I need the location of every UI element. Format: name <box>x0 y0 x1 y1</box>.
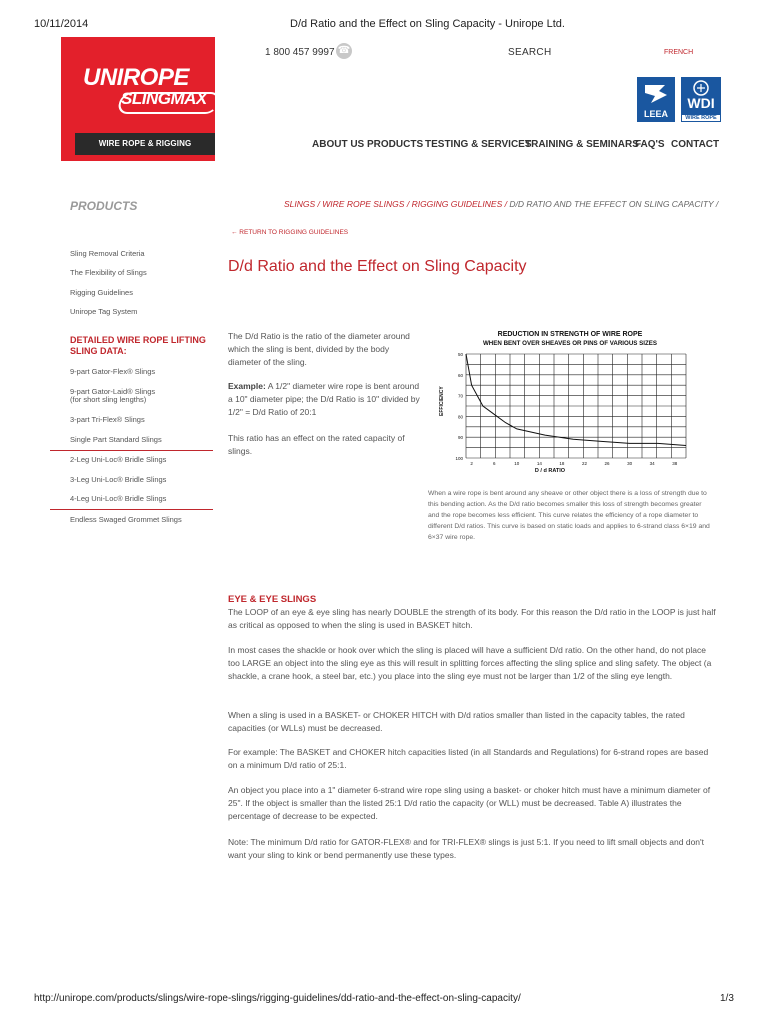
sidebar-item-grommet[interactable]: Endless Swaged Grommet Slings <box>70 515 182 524</box>
breadcrumb: SLINGS / WIRE ROPE SLINGS / RIGGING GUIDELINES / D/D RATIO AND THE EFFECT ON SLING CAPACITY / <box>284 199 719 209</box>
chart-x-tick-label: 30 <box>627 461 633 466</box>
chart-x-tick-label: 34 <box>649 461 655 466</box>
logo-tagline: WIRE ROPE & RIGGING PRODUCTS <box>75 133 215 155</box>
nav-training-seminars[interactable]: TRAINING & SEMINARS <box>525 139 639 150</box>
chart-x-tick-label: 18 <box>559 461 565 466</box>
chart-y-tick-label: 50 <box>457 352 463 357</box>
sidebar-title: PRODUCTS <box>70 199 138 213</box>
chart-caption: When a wire rope is bent around any sheave or other object there is a loss of strength due to this bending action. As the D/d ratio becomes smaller this loss of strength becomes greater and the rope becomes less efficient. This curve relates the efficiency of a rope diameter to different D/d ratios. This curve is based on static loads and applies to 6-strand class 6×19 and 6×37 wire rope. <box>428 490 710 541</box>
eye-paragraph-6: Note: The minimum D/d ratio for GATOR-FLEX® and for TRI-FLEX® slings is just 5:1. If you need to lift small objects and don't want your sling to kink or bend permanently use these types. <box>228 837 705 860</box>
chart-x-tick-label: 2 <box>470 461 473 466</box>
leea-hook-icon <box>637 79 675 109</box>
nav-about-us[interactable]: ABOUT US <box>312 139 365 150</box>
sidebar-item-sling-removal[interactable]: Sling Removal Criteria <box>70 249 145 258</box>
chart-y-tick-label: 60 <box>457 372 463 378</box>
breadcrumb-current: D/D RATIO AND THE EFFECT ON SLING CAPACITY / <box>509 199 719 209</box>
wdi-sublabel: WIRE ROPE <box>682 115 720 121</box>
chart-x-tick-label: 10 <box>514 461 520 466</box>
search-link[interactable]: SEARCH <box>508 47 552 58</box>
chart-x-ticks <box>470 461 677 466</box>
page-title: D/d Ratio and the Effect on Sling Capacity <box>228 258 527 275</box>
wdi-badge[interactable] <box>681 77 721 122</box>
sidebar-item-4-leg-bridle[interactable]: 4-Leg Uni-Loc® Bridle Slings <box>70 494 167 503</box>
eye-paragraph-1: The LOOP of an eye & eye sling has nearly DOUBLE the strength of its body. For this reason the D/d ratio in the LOOP is just half as critical as opposed to when the sling is used in BASKET hitch. <box>228 607 716 630</box>
chart-y-ticks <box>455 352 463 461</box>
chart-y-tick-label: 100 <box>455 456 463 461</box>
sidebar-divider <box>50 450 213 451</box>
phone-number[interactable]: 1 800 457 9997 <box>265 47 335 58</box>
sidebar-item-2-leg-bridle[interactable]: 2-Leg Uni-Loc® Bridle Slings <box>70 455 167 464</box>
eye-paragraph-3: When a sling is used in a BASKET- or CHOKER HITCH with D/d ratios smaller than listed in the capacity tables, the rated capacities (or WLLs) must be decreased. <box>228 710 685 733</box>
sidebar-item-flexibility[interactable]: The Flexibility of Slings <box>70 268 147 277</box>
nav-products[interactable]: PRODUCTS <box>367 139 424 150</box>
eye-paragraph-2: In most cases the shackle or hook over which the sling is placed will have a sufficient D/d ratio. On the other hand, do not place too LARGE an object into the sling eye as this will result in splitting forces affecting the sling splice and sling safety. The object (a shackle, a crane hook, a steel bar, etc.) you place into the sling eye must not be larger than 1/2 of the sling eye length. <box>228 645 712 681</box>
chart-title: REDUCTION IN STRENGTH OF WIRE ROPE <box>497 331 643 338</box>
sidebar-section-heading: DETAILED WIRE ROPE LIFTING SLING DATA: <box>70 335 206 356</box>
intro-example <box>228 380 423 419</box>
chart-x-tick-label: 26 <box>604 461 610 466</box>
nav-testing-services[interactable]: TESTING & SERVICES <box>425 139 532 150</box>
chart-series-line <box>466 354 686 446</box>
logo-wordmark: UNIROPE <box>83 64 189 91</box>
efficiency-chart <box>440 326 700 474</box>
nav-contact[interactable]: CONTACT <box>671 139 720 150</box>
breadcrumb-slings[interactable]: SLINGS <box>284 199 316 209</box>
logo-sub-wordmark: SLINGMAX <box>121 89 207 108</box>
sidebar-item-tag-system[interactable]: Unirope Tag System <box>70 307 138 316</box>
intro-definition: The D/d Ratio is the ratio of the diameter around which the sling is bent, divided by the body diameter of the sling. <box>228 331 410 367</box>
eye-paragraph-5: An object you place into a 1" diameter 6-strand wire rope sling using a basket- or choker hitch must have a minimum diameter of 25". If the object is smaller than the listed 25:1 D/d ratio the capacity (or WLL) must be decreased. Table A) illustrates the percentage of decrease to be expected. <box>228 785 711 821</box>
chart-y-tick-label: 90 <box>457 435 463 441</box>
sidebar-item-rigging-guidelines[interactable]: Rigging Guidelines <box>70 288 133 297</box>
eye-paragraph-4: For example: The BASKET and CHOKER hitch capacities listed (in all Standards and Regulations) for 6-strand ropes are based on a minimum D/d ratio of 25:1. <box>228 747 709 770</box>
unirope-logo[interactable] <box>61 37 215 170</box>
sidebar-divider <box>50 509 213 510</box>
intro-effect: This ratio has an effect on the rated capacity of slings. <box>228 433 405 456</box>
return-link[interactable]: ← RETURN TO RIGGING GUIDELINES <box>231 229 349 236</box>
sidebar-item-gator-laid[interactable]: 9-part Gator-Laid® Slings <box>70 387 156 396</box>
chart-x-label: D / d RATIO <box>534 468 566 474</box>
chart-x-tick-label: 38 <box>672 461 678 466</box>
sidebar-item-single-part[interactable]: Single Part Standard Slings <box>70 435 162 444</box>
eye-section-heading: EYE & EYE SLINGS <box>228 594 317 605</box>
chart-subtitle: WHEN BENT OVER SHEAVES OR PINS OF VARIOUS SIZES <box>482 340 658 347</box>
example-text: A 1/2" diameter wire rope is bent around a 10" diameter pipe; the D/d Ratio is 10" divided by 1/2" = D/d Ratio of 20:1 <box>228 381 420 417</box>
leea-label: LEEA <box>643 109 668 119</box>
phone-icon[interactable]: ☎ <box>336 43 352 59</box>
print-date: 10/11/2014 <box>34 18 89 30</box>
print-page-number: 1/3 <box>720 993 734 1004</box>
print-title: D/d Ratio and the Effect on Sling Capacity - Unirope Ltd. <box>290 18 565 30</box>
print-url: http://unirope.com/products/slings/wire-rope-slings/rigging-guidelines/dd-ratio-and-the-effect-on-sling-capacity/ <box>34 993 521 1004</box>
chart-grid <box>466 354 686 458</box>
chart-y-tick-label: 80 <box>457 414 463 420</box>
sidebar-item-gator-flex[interactable]: 9-part Gator-Flex® Slings <box>70 367 156 376</box>
chart-x-tick-label: 22 <box>581 461 587 466</box>
breadcrumb-wire-rope-slings[interactable]: WIRE ROPE SLINGS <box>322 199 405 209</box>
nav-faqs[interactable]: FAQ'S <box>635 139 665 150</box>
chart-x-tick-label: 14 <box>536 461 542 466</box>
chart-x-tick-label: 6 <box>492 461 496 466</box>
language-toggle[interactable]: FRENCH <box>664 49 694 56</box>
leea-badge[interactable] <box>637 77 675 122</box>
chart-y-label: EFFICIENCY <box>439 386 445 416</box>
breadcrumb-rigging-guidelines[interactable]: RIGGING GUIDELINES <box>411 199 503 209</box>
sidebar-item-tri-flex[interactable]: 3-part Tri-Flex® Slings <box>70 415 145 424</box>
chart-y-tick-label: 70 <box>457 393 463 399</box>
wdi-label: WDI <box>687 95 715 111</box>
sidebar-item-3-leg-bridle[interactable]: 3-Leg Uni-Loc® Bridle Slings <box>70 475 167 484</box>
sidebar-item-gator-laid-note: (for short sling lengths) <box>70 395 147 404</box>
example-label: Example: <box>228 381 266 391</box>
